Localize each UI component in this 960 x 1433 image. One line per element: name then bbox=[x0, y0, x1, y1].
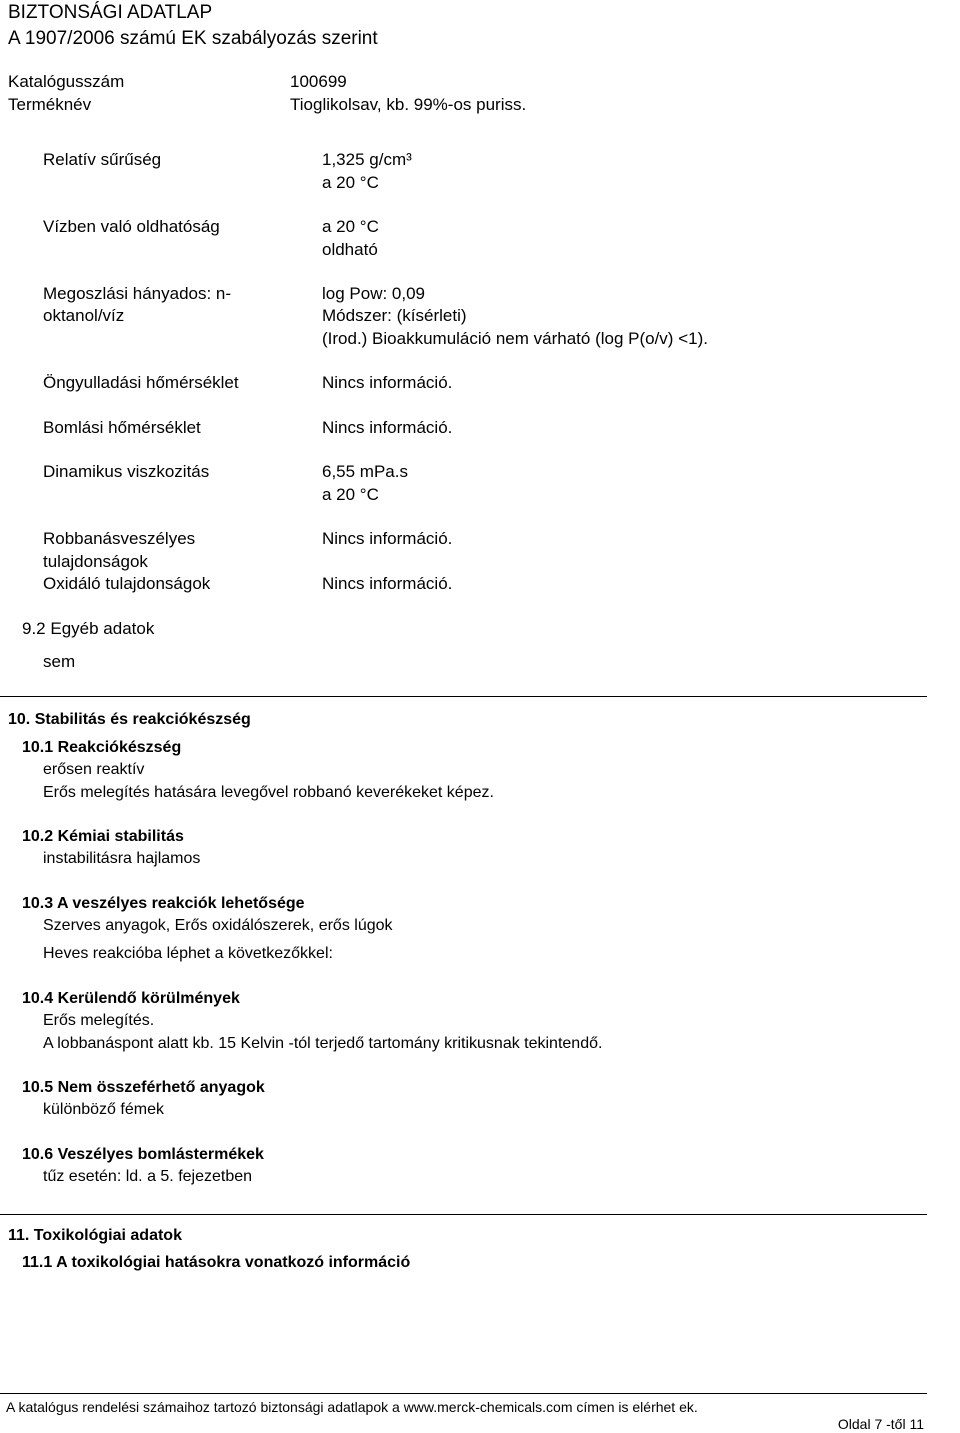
property-label: tulajdonságok bbox=[43, 552, 148, 571]
property-label: Robbanásveszélyes bbox=[43, 529, 196, 548]
section-9-2-title: 9.2 Egyéb adatok bbox=[22, 619, 155, 638]
subsection-title: 10.4 Kerülendő körülmények bbox=[22, 990, 240, 1007]
section-9-2-text: sem bbox=[43, 652, 76, 671]
property-label: Oxidáló tulajdonságok bbox=[43, 574, 211, 593]
regulation-subtitle: A 1907/2006 számú EK szabályozás szerint bbox=[8, 28, 378, 49]
property-label: Relatív sűrűség bbox=[43, 150, 162, 169]
subsection-text: Szerves anyagok, Erős oxidálószerek, erős lúgok bbox=[43, 917, 393, 934]
section-divider bbox=[0, 696, 927, 697]
subsection-text: Heves reakcióba léphet a következőkkel: bbox=[43, 945, 333, 962]
section-11-title: 11. Toxikológiai adatok bbox=[8, 1227, 182, 1244]
property-value: log Pow: 0,09 bbox=[322, 284, 426, 303]
property-value: Nincs információ. bbox=[322, 574, 453, 593]
property-value: 1,325 g/cm³ bbox=[322, 150, 412, 169]
property-value: a 20 °C bbox=[322, 485, 379, 504]
subsection-title: 10.5 Nem összeférhető anyagok bbox=[22, 1079, 265, 1096]
property-label: Dinamikus viszkozitás bbox=[43, 462, 210, 481]
subsection-title: 10.6 Veszélyes bomlástermékek bbox=[22, 1146, 264, 1163]
subsection-title: 10.3 A veszélyes reakciók lehetősége bbox=[22, 895, 305, 912]
property-label: oktanol/víz bbox=[43, 306, 125, 325]
subsection-title: 10.2 Kémiai stabilitás bbox=[22, 828, 184, 845]
subsection-text: tűz esetén: ld. a 5. fejezetben bbox=[43, 1168, 253, 1185]
catalog-label: Katalógusszám bbox=[8, 72, 125, 91]
property-value: a 20 °C bbox=[322, 173, 379, 192]
page-number: Oldal 7 -től 11 bbox=[837, 1416, 924, 1432]
property-value: oldható bbox=[322, 240, 378, 259]
subsection-title: 11.1 A toxikológiai hatásokra vonatkozó információ bbox=[22, 1254, 411, 1271]
section-10-title: 10. Stabilitás és reakciókészség bbox=[8, 711, 251, 728]
subsection-text: instabilitásra hajlamos bbox=[43, 850, 201, 867]
property-label: Megoszlási hányados: n- bbox=[43, 284, 232, 303]
footer-note: A katalógus rendelési számaihoz tartozó biztonsági adatlapok a www.merck-chemicals.com címen is elérhet ek. bbox=[6, 1399, 698, 1415]
catalog-value: 100699 bbox=[290, 72, 347, 91]
section-divider bbox=[0, 1214, 927, 1215]
property-value: Nincs információ. bbox=[322, 529, 453, 548]
product-value: Tioglikolsav, kb. 99%-os puriss. bbox=[290, 95, 527, 114]
subsection-text: Erős melegítés hatására levegővel robbanó keverékeket képez. bbox=[43, 784, 494, 801]
property-value: Nincs információ. bbox=[322, 418, 453, 437]
property-label: Vízben való oldhatóság bbox=[43, 217, 220, 236]
property-value: 6,55 mPa.s bbox=[322, 462, 408, 481]
property-label: Bomlási hőmérséklet bbox=[43, 418, 201, 437]
footer-divider bbox=[0, 1393, 927, 1394]
document-title: BIZTONSÁGI ADATLAP bbox=[8, 2, 213, 23]
subsection-text: Erős melegítés. bbox=[43, 1012, 155, 1029]
subsection-text: erősen reaktív bbox=[43, 761, 145, 778]
property-value: (Irod.) Bioakkumuláció nem várható (log P(o/v) <1). bbox=[322, 329, 708, 348]
subsection-text: különböző fémek bbox=[43, 1101, 164, 1118]
subsection-title: 10.1 Reakciókészség bbox=[22, 739, 182, 756]
property-label: Öngyulladási hőmérséklet bbox=[43, 373, 239, 392]
property-value: Módszer: (kísérleti) bbox=[322, 306, 467, 325]
product-label: Terméknév bbox=[8, 95, 92, 114]
property-value: a 20 °C bbox=[322, 217, 379, 236]
subsection-text: A lobbanáspont alatt kb. 15 Kelvin -tól terjedő tartomány kritikusnak tekintendő. bbox=[43, 1035, 603, 1052]
property-value: Nincs információ. bbox=[322, 373, 453, 392]
